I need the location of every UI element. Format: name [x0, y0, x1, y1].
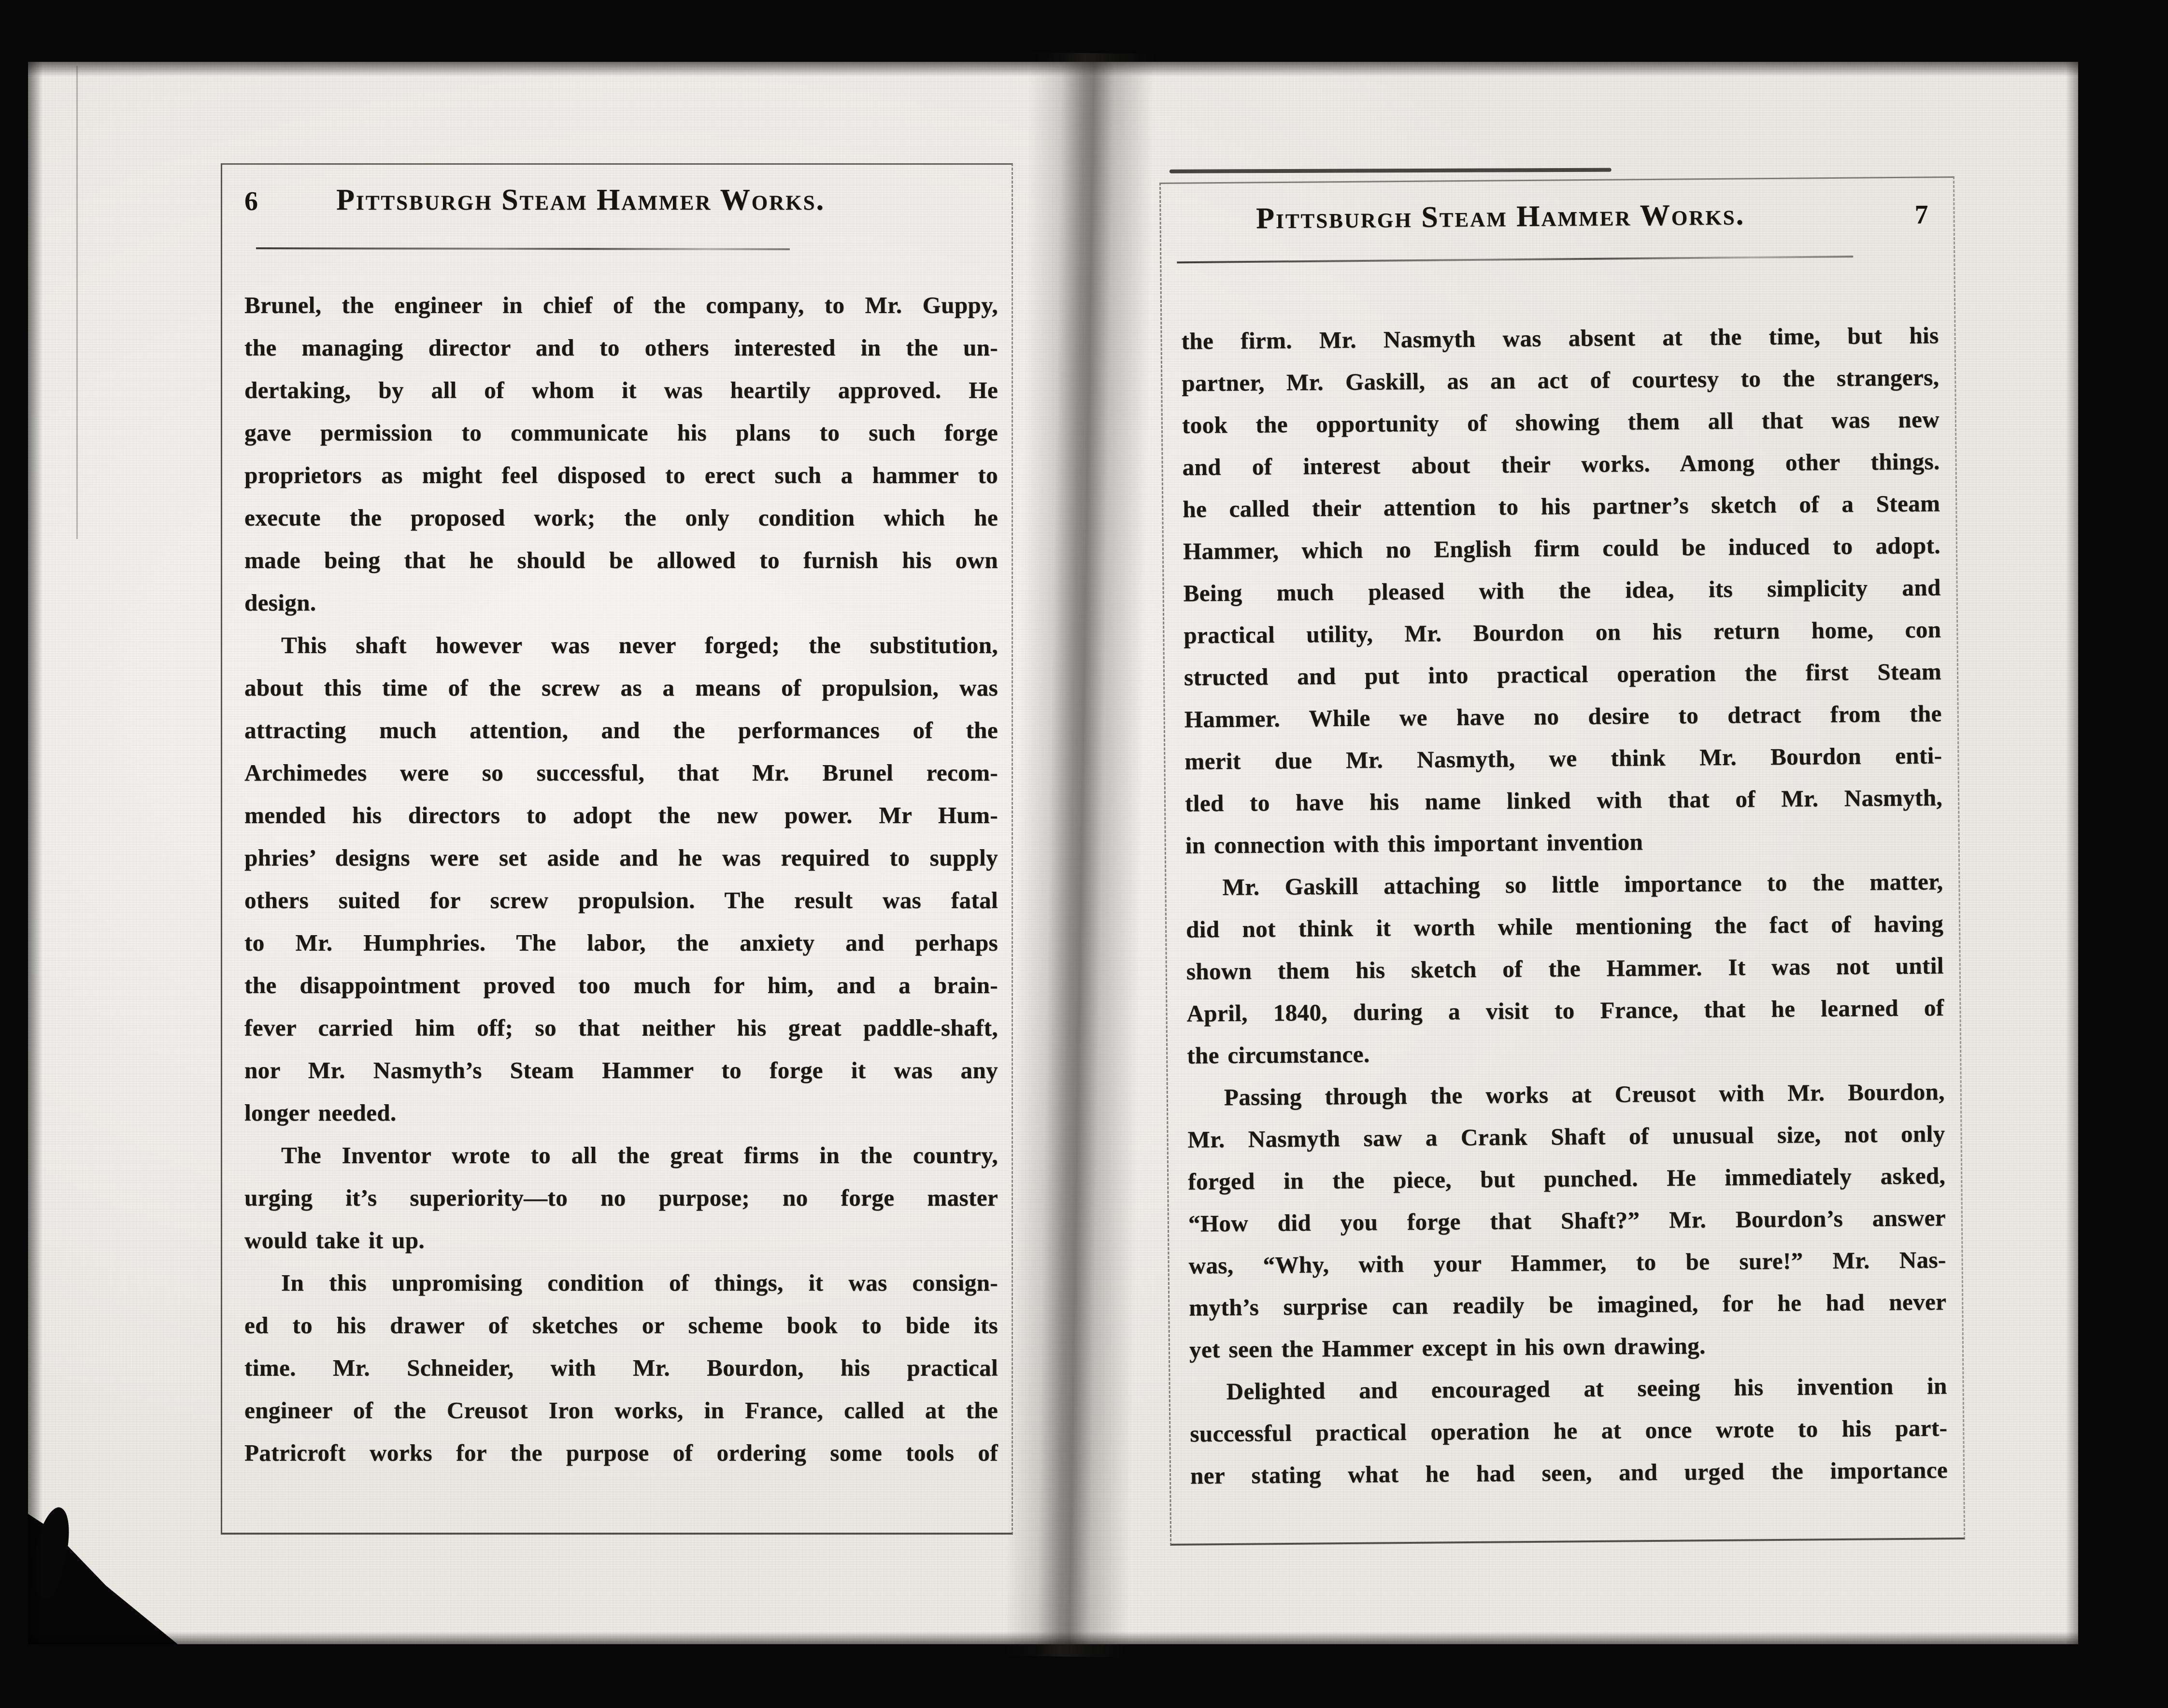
text-line: attracting much attention, and the performances of the — [244, 717, 998, 743]
text-line: dertaking, by all of whom it was heartily approved. He — [244, 377, 998, 403]
bottom-edge-shade — [28, 1632, 2078, 1644]
text-line: Archimedes were so successful, that Mr. Brunel recom- — [244, 759, 998, 786]
text-line: mended his directors to adopt the new power. Mr Hum- — [244, 802, 998, 828]
text-line: longer needed. — [244, 1099, 397, 1126]
text-line: tled to have his name linked with that of Mr. Nasmyth, — [1184, 784, 1943, 817]
text-line: he called their attention to his partner’s sketch of a Steam — [1183, 490, 1940, 523]
page-body-left — [244, 284, 998, 1474]
text-line: April, 1840, during a visit to France, that he learned of — [1186, 994, 1944, 1027]
text-line: time. Mr. Schneider, with Mr. Bourdon, his practical — [244, 1354, 998, 1381]
text-line: took the opportunity of showing them all that was new — [1182, 406, 1940, 439]
text-line: the circumstance. — [1186, 1040, 1370, 1069]
text-line: the disappointment proved too much for him, and a brain- — [244, 972, 998, 998]
text-line: Hammer, which no English firm could be induced to adopt. — [1183, 532, 1941, 565]
text-line: This shaft however was never forged; the substitution, — [281, 632, 998, 658]
text-line: proprietors as might feel disposed to erect such a hammer to — [244, 462, 998, 488]
text-line: Delighted and encouraged at seeing his invention in — [1226, 1372, 1947, 1405]
text-line: ner stating what he had seen, and urged the importance — [1190, 1456, 1948, 1489]
text-line: in connection with this important invention — [1185, 828, 1643, 859]
right-edge-shade — [2066, 62, 2078, 1644]
text-line: fever carried him off; so that neither his great paddle-shaft, — [244, 1014, 998, 1041]
text-line: Being much pleased with the idea, its simplicity and — [1183, 574, 1941, 607]
header-rule-left — [256, 247, 790, 250]
text-line: Hammer. While we have no desire to detract from the — [1184, 700, 1942, 733]
text-line: The Inventor wrote to all the great firms in the country, — [281, 1142, 998, 1168]
text-line: merit due Mr. Nasmyth, we think Mr. Bourdon enti- — [1184, 742, 1942, 775]
paper-sheet — [28, 62, 2078, 1644]
top-edge-artifact — [1170, 168, 1612, 173]
text-line: Patricroft works for the purpose of ordering some tools of — [244, 1439, 998, 1466]
text-line: about this time of the screw as a means of propulsion, was — [244, 674, 998, 701]
text-line: was, “Why, with your Hammer, to be sure!” Mr. Nas- — [1188, 1246, 1946, 1279]
text-line: nor Mr. Nasmyth’s Steam Hammer to forge it was any — [244, 1057, 998, 1083]
running-title-right: Pittsburgh Steam Hammer Works. — [1255, 198, 1745, 235]
book-fold-shadow — [1004, 52, 1155, 1658]
text-line: phries’ designs were set aside and he was required to supply — [244, 844, 998, 871]
text-line: and of interest about their works. Among other things. — [1182, 448, 1940, 481]
text-line: structed and put into practical operation the first Steam — [1184, 658, 1942, 691]
text-line: forged in the piece, but punched. He immediately asked, — [1188, 1162, 1946, 1195]
running-header-right — [1161, 196, 1954, 244]
page-body-right — [1181, 314, 1948, 1496]
text-line: Mr. Gaskill attaching so little importance to the matter, — [1222, 868, 1943, 901]
text-line: would take it up. — [244, 1227, 425, 1253]
text-line: the firm. Mr. Nasmyth was absent at the time, but his — [1181, 322, 1939, 355]
text-line: shown them his sketch of the Hammer. It was not until — [1186, 952, 1944, 985]
text-line: the managing director and to others interested in the un- — [244, 334, 998, 361]
page-6 — [221, 163, 1013, 1535]
text-line: Passing through the works at Creusot with Mr. Bourdon, — [1224, 1078, 1945, 1111]
text-line: practical utility, Mr. Bourdon on his return home, con — [1184, 616, 1941, 649]
text-line: made being that he should be allowed to furnish his own — [244, 547, 998, 573]
page-7 — [1159, 176, 1965, 1546]
text-line: ed to his drawer of sketches or scheme book to bide its — [244, 1312, 998, 1338]
text-line: urging it’s superiority—to no purpose; no forge master — [244, 1184, 998, 1211]
text-line: Mr. Nasmyth saw a Crank Shaft of unusual size, not only — [1187, 1120, 1945, 1153]
text-line: did not think it worth while mentioning the fact of having — [1185, 910, 1944, 943]
text-line: “How did you forge that Shaft?” Mr. Bourdon’s answer — [1188, 1204, 1946, 1237]
page-number-left: 6 — [244, 186, 258, 216]
text-line: others suited for screw propulsion. The result was fatal — [244, 887, 998, 913]
header-rule-right — [1177, 256, 1853, 263]
text-line: myth’s surprise can readily be imagined, for he had never — [1189, 1288, 1947, 1321]
text-line: to Mr. Humphries. The labor, the anxiety and perhaps — [244, 929, 998, 956]
running-title-left: Pittsburgh Steam Hammer Works. — [336, 184, 825, 216]
text-line: In this unpromising condition of things, it was consign- — [281, 1269, 998, 1296]
text-line: successful practical operation he at once wrote to his part- — [1190, 1414, 1948, 1447]
running-header-left — [222, 183, 1012, 225]
text-line: execute the proposed work; the only condition which he — [244, 504, 998, 531]
text-line: yet seen the Hammer except in his own drawing. — [1189, 1332, 1706, 1363]
text-line: design. — [244, 589, 316, 616]
text-line: gave permission to communicate his plans to such forge — [244, 419, 998, 446]
page-number-right: 7 — [1914, 199, 1928, 230]
page-edge-artifact — [76, 66, 78, 539]
text-line: Brunel, the engineer in chief of the company, to Mr. Guppy, — [244, 292, 998, 318]
text-line: partner, Mr. Gaskill, as an act of courtesy to the strangers, — [1182, 364, 1940, 397]
text-line: engineer of the Creusot Iron works, in France, called at the — [244, 1397, 998, 1423]
